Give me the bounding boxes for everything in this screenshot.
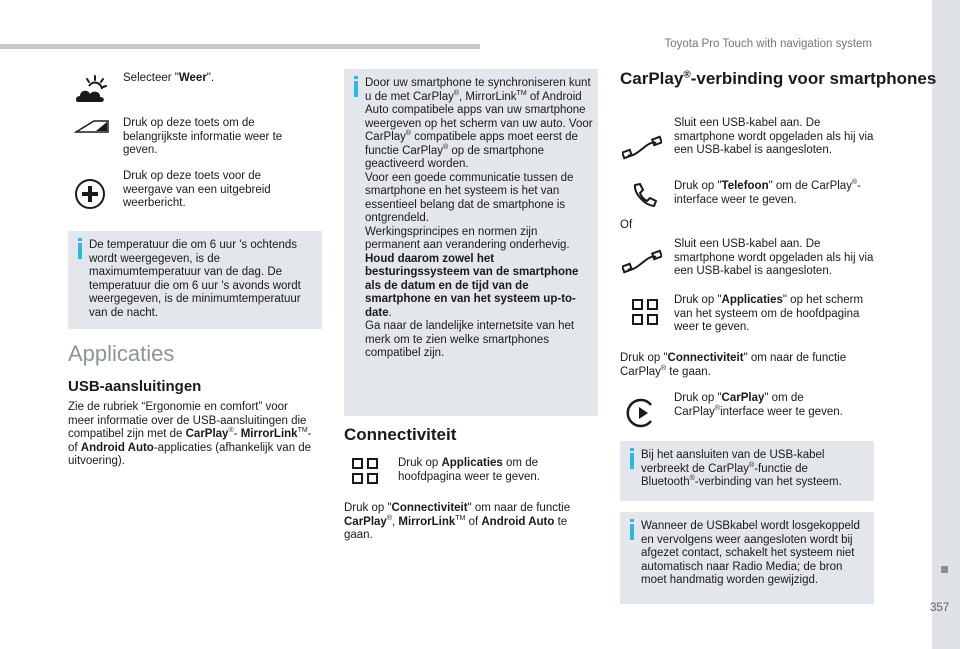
bluetooth-note: Bij het aansluiten van de USB-kabel verbreekt de CarPlay®-functie de Bluetooth®-verbinding van het systeem. bbox=[620, 441, 874, 501]
weather-icon bbox=[74, 74, 110, 106]
connectivity-carplay-text: Druk op "Connectiviteit" om naar de functie CarPlay® te gaan. bbox=[620, 352, 847, 378]
usb-cable-icon bbox=[622, 249, 662, 275]
carplay-text: Druk op "CarPlay" om de CarPlay®interface weer te geven. bbox=[674, 392, 843, 418]
apps-grid-icon bbox=[352, 458, 378, 484]
info-text: Druk op deze toets om de belangrijkste informatie weer te geven. bbox=[123, 117, 283, 156]
info-line-icon bbox=[74, 120, 110, 134]
apps-grid-icon bbox=[632, 299, 658, 325]
sync-note: Door uw smartphone te synchroniseren kunt u de met CarPlay®, MirrorLink™ of Android Auto compatibele apps van uw smartphone weergeven op het scherm van uw auto. Voor CarPlay® compatibele apps moet eerst de functie CarPlay® op de smartphone geactiveerd worden. Voor een goede communicatie tussen de smartphone en het systeem is het van essentieel belang dat de smartphone is ontgrendeld. Werkingsprincipes en normen zijn permanent aan verandering onderhevig. Houd daarom zowel het besturingssysteem van de smartphone als de datum en de tijd van de smartphone en van het systeem up-to-date. Ga naar de landelijke internetsite van het merk om te zien welke smartphones compatibel zijn. bbox=[344, 69, 598, 416]
connectivity-text: Druk op "Connectiviteit" om naar de functie CarPlay®, MirrorLink™ of Android Auto te gaan. bbox=[344, 502, 571, 541]
note-marker bbox=[630, 524, 634, 540]
applications-heading: Applicaties bbox=[68, 341, 175, 366]
note-marker bbox=[630, 453, 634, 469]
carplay-icon bbox=[624, 396, 658, 430]
usb-connect-text-2: Sluit een USB-kabel aan. De smartphone wordt opgeladen als hij via een USB-kabel is aangesloten. bbox=[674, 238, 874, 277]
plus-circle-icon bbox=[74, 178, 106, 210]
usb-connect-text: Sluit een USB-kabel aan. De smartphone wordt opgeladen als hij via een USB-kabel is aangesloten. bbox=[674, 117, 874, 156]
apps-carplay-text: Druk op "Applicaties" op het scherm van het systeem om de hoofdpagina weer te geven. bbox=[674, 294, 864, 333]
connectivity-heading: Connectiviteit bbox=[344, 425, 457, 444]
manual-title: Toyota Pro Touch with navigation system bbox=[664, 38, 872, 50]
usb-text: Zie de rubriek “Ergonomie en comfort” voor meer informatie over de USB-aansluitingen die compatibel zijn met de CarPlay®- MirrorLink™- of Android Auto-applicaties (afhankelijk van de uitvoering). bbox=[68, 401, 312, 467]
report-text: Druk op deze toets voor de weergave van een uitgebreid weerbericht. bbox=[123, 170, 271, 209]
side-strip bbox=[932, 0, 960, 649]
weather-instruction: Selecteer "Weer". bbox=[123, 72, 215, 84]
carplay-heading: CarPlay®-verbinding voor smartphones bbox=[620, 69, 937, 88]
phone-text: Druk op "Telefoon" om de CarPlay®-interface weer te geven. bbox=[674, 179, 861, 206]
apps-text: Druk op Applicaties om de hoofdpagina weer te geven. bbox=[398, 457, 540, 483]
page-number: 357 bbox=[930, 602, 950, 614]
note-marker bbox=[78, 243, 82, 259]
more-marker bbox=[941, 566, 948, 573]
disconnect-note: Wanneer de USBkabel wordt losgekoppeld en vervolgens weer aangesloten wordt bij afgezet contact, schakelt het systeem niet automatisch naar Radio Media; de bron moet handmatig worden gewijzigd. bbox=[620, 512, 874, 604]
usb-cable-icon bbox=[622, 135, 662, 161]
temperature-note: De temperatuur die om 6 uur 's ochtends wordt weergegeven, is de maximumtemperatuur van de dag. De temperatuur die om 6 uur 's avonds wordt weergegeven, is de minimumtemperatuur van de nacht. bbox=[68, 231, 322, 329]
phone-icon bbox=[632, 183, 658, 209]
or-label: Of bbox=[620, 219, 633, 231]
header-rule bbox=[0, 44, 480, 49]
usb-heading: USB-aansluitingen bbox=[68, 378, 202, 395]
note-marker bbox=[354, 81, 358, 97]
